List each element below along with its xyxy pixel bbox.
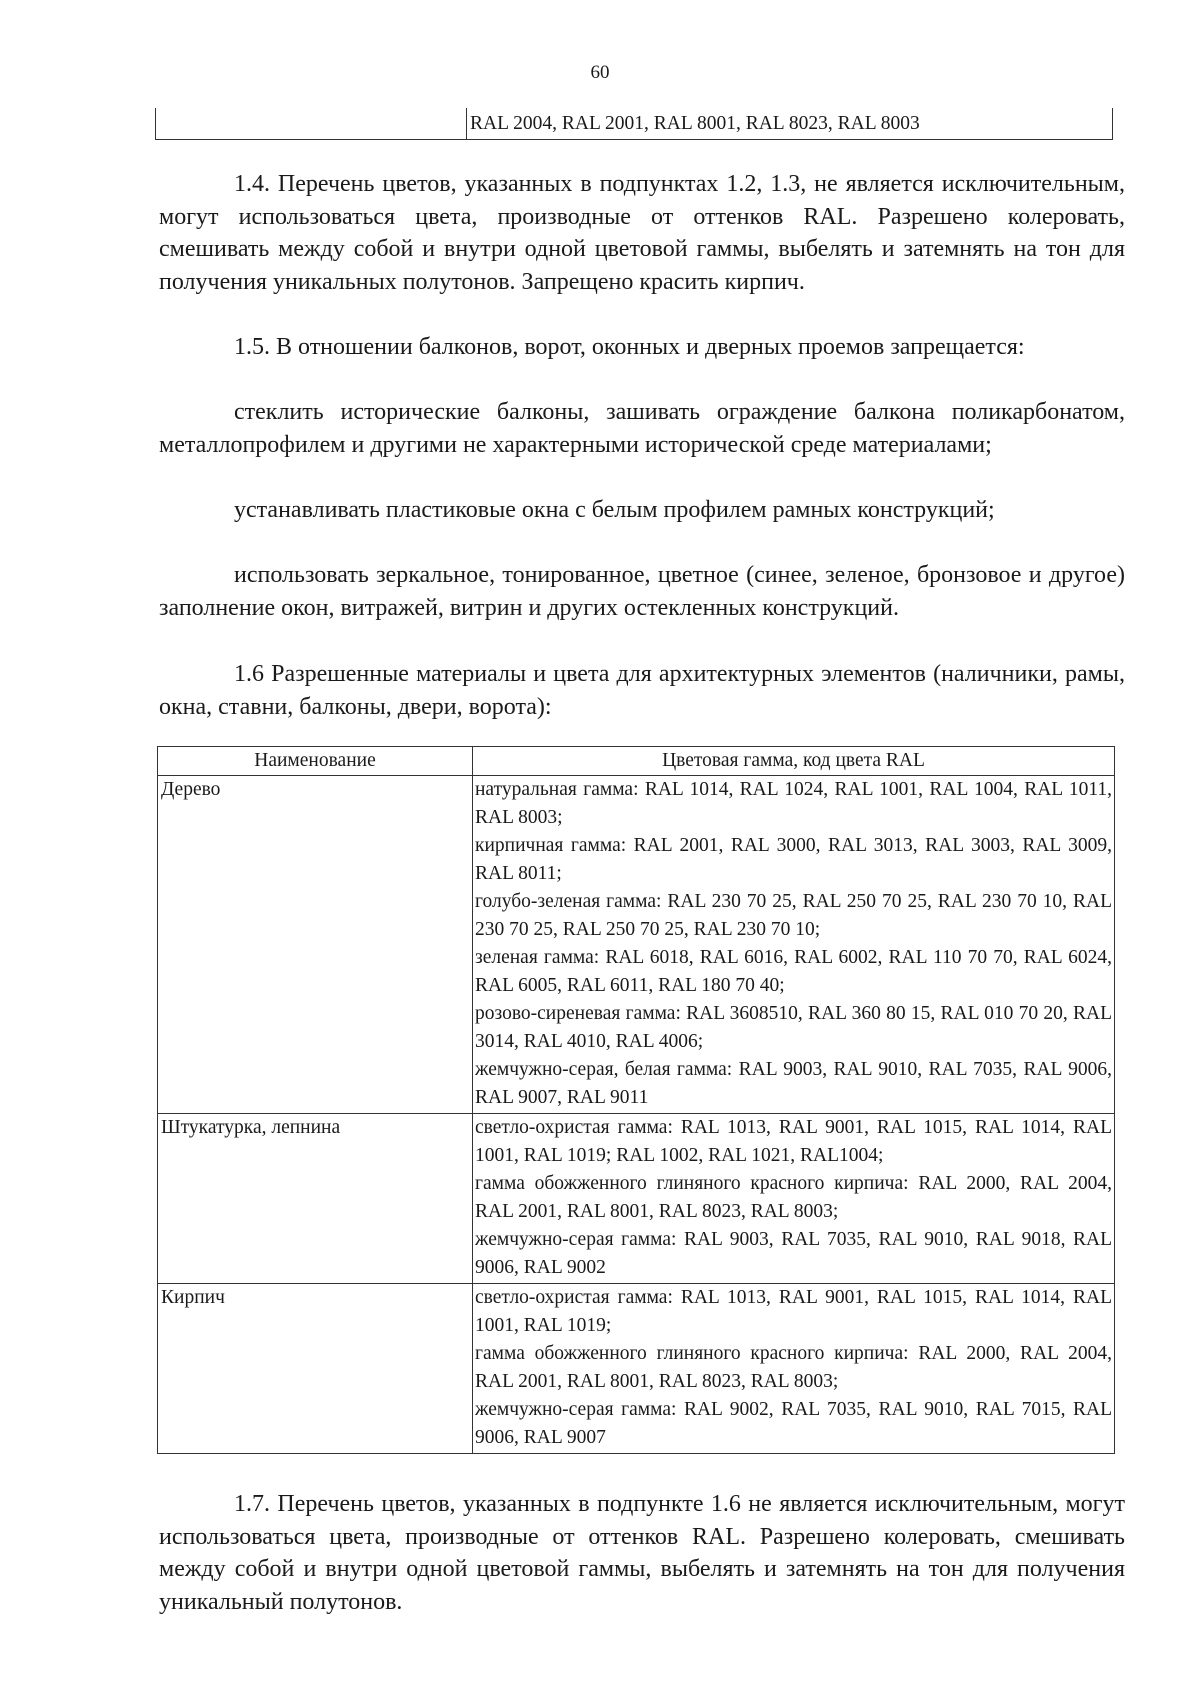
table-row [158, 1114, 1115, 1284]
paragraph-text: устанавливать пластиковые окна с белым профилем рамных конструкций; [234, 497, 995, 523]
gamma-entry: светло-охристая гамма: RAL 1013, RAL 9001, RAL 1015, RAL 1014, RAL 1001, RAL 1019; [475, 1287, 1112, 1336]
gamma-entry: зеленая гамма: RAL 6018, RAL 6016, RAL 6002, RAL 110 70 70, RAL 6024, RAL 6005, RAL 6011, RAL 180 70 40; [475, 947, 1112, 996]
gamma-entry: гамма обожженного глиняного красного кирпича: RAL 2000, RAL 2004, RAL 2001, RAL 8001, RAL 8023, RAL 8003; [475, 1343, 1112, 1392]
gamma-entry: жемчужно-серая гамма: RAL 9003, RAL 7035, RAL 9010, RAL 9018, RAL 9006, RAL 9002 [475, 1229, 1112, 1278]
header-color-gamma: Цветовая гамма, код цвета RAL [473, 747, 1115, 776]
gamma-entry: жемчужно-серая гамма: RAL 9002, RAL 7035, RAL 9010, RAL 7015, RAL 9006, RAL 9007 [475, 1399, 1112, 1448]
paragraph-1-7 [159, 1488, 1125, 1618]
table-row [158, 776, 1115, 1114]
materials-colors-table [157, 746, 1115, 1454]
paragraph-text: 1.7. Перечень цветов, указанных в подпункте 1.6 не является исключительным, могут использоваться цвета, производные от оттенков RAL. Разрешено колеровать, смешивать между собой и внутри одной цветовой гаммы, выбелять и затемнять на тон для получения уникальный полутонов. [159, 1491, 1125, 1615]
page-number: 60 [590, 62, 610, 83]
table-cell-ral-codes: RAL 2004, RAL 2001, RAL 8001, RAL 8023, RAL 8003 [470, 113, 920, 134]
paragraph-text: 1.6 Разрешенные материалы и цвета для архитектурных элементов (наличники, рамы, окна, ставни, балконы, двери, ворота): [159, 661, 1125, 720]
paragraph-balcony-glazing [159, 396, 1125, 461]
paragraph-1-6 [159, 658, 1125, 723]
continued-table-fragment [155, 108, 1113, 140]
paragraph-1-5 [159, 331, 1125, 364]
gamma-entry: розово-сиреневая гамма: RAL 3608510, RAL 360 80 15, RAL 010 70 20, RAL 3014, RAL 4010, RAL 4006; [475, 1003, 1112, 1052]
gamma-entry: натуральная гамма: RAL 1014, RAL 1024, RAL 1001, RAL 1004, RAL 1011, RAL 8003; [475, 779, 1112, 828]
row-name: Штукатурка, лепнина [158, 1114, 473, 1284]
paragraph-mirror-glazing [159, 559, 1125, 624]
paragraph-plastic-windows [159, 494, 1125, 527]
gamma-entry: голубо-зеленая гамма: RAL 230 70 25, RAL 250 70 25, RAL 230 70 10, RAL 230 70 25, RAL 250 70 25, RAL 230 70 10; [475, 891, 1112, 940]
header-name: Наименование [158, 747, 473, 776]
row-name: Кирпич [158, 1284, 473, 1454]
table-column-divider [466, 108, 467, 140]
gamma-entry: кирпичная гамма: RAL 2001, RAL 3000, RAL 3013, RAL 3003, RAL 3009, RAL 8011; [475, 835, 1112, 884]
paragraph-text: 1.5. В отношении балконов, ворот, оконных и дверных проемов запрещается: [234, 334, 1025, 360]
row-name: Дерево [158, 776, 473, 1114]
row-gammas [473, 776, 1115, 1114]
paragraph-1-4 [159, 168, 1125, 298]
row-gammas [473, 1114, 1115, 1284]
paragraph-text: использовать зеркальное, тонированное, цветное (синее, зеленое, бронзовое и другое) заполнение окон, витражей, витрин и других остекленных конструкций. [159, 562, 1125, 621]
gamma-entry: светло-охристая гамма: RAL 1013, RAL 9001, RAL 1015, RAL 1014, RAL 1001, RAL 1019; RAL 1002, RAL 1021, RAL1004; [475, 1117, 1112, 1166]
paragraph-text: стеклить исторические балконы, зашивать ограждение балкона поликарбонатом, металлопрофилем и другими не характерными исторической среде материалами; [159, 399, 1125, 458]
gamma-entry: гамма обожженного глиняного красного кирпича: RAL 2000, RAL 2004, RAL 2001, RAL 8001, RAL 8023, RAL 8003; [475, 1173, 1112, 1222]
gamma-entry: жемчужно-серая, белая гамма: RAL 9003, RAL 9010, RAL 7035, RAL 9006, RAL 9007, RAL 9011 [475, 1059, 1112, 1108]
table-row [158, 1284, 1115, 1454]
table-header-row [158, 747, 1115, 776]
paragraph-text: 1.4. Перечень цветов, указанных в подпунктах 1.2, 1.3, не является исключительным, могут использоваться цвета, производные от оттенков RAL. Разрешено колеровать, смешивать между собой и внутри одной цветовой гаммы, выбелять и затемнять на тон для получения уникальных полутонов. Запрещено красить кирпич. [159, 171, 1125, 295]
row-gammas [473, 1284, 1115, 1454]
